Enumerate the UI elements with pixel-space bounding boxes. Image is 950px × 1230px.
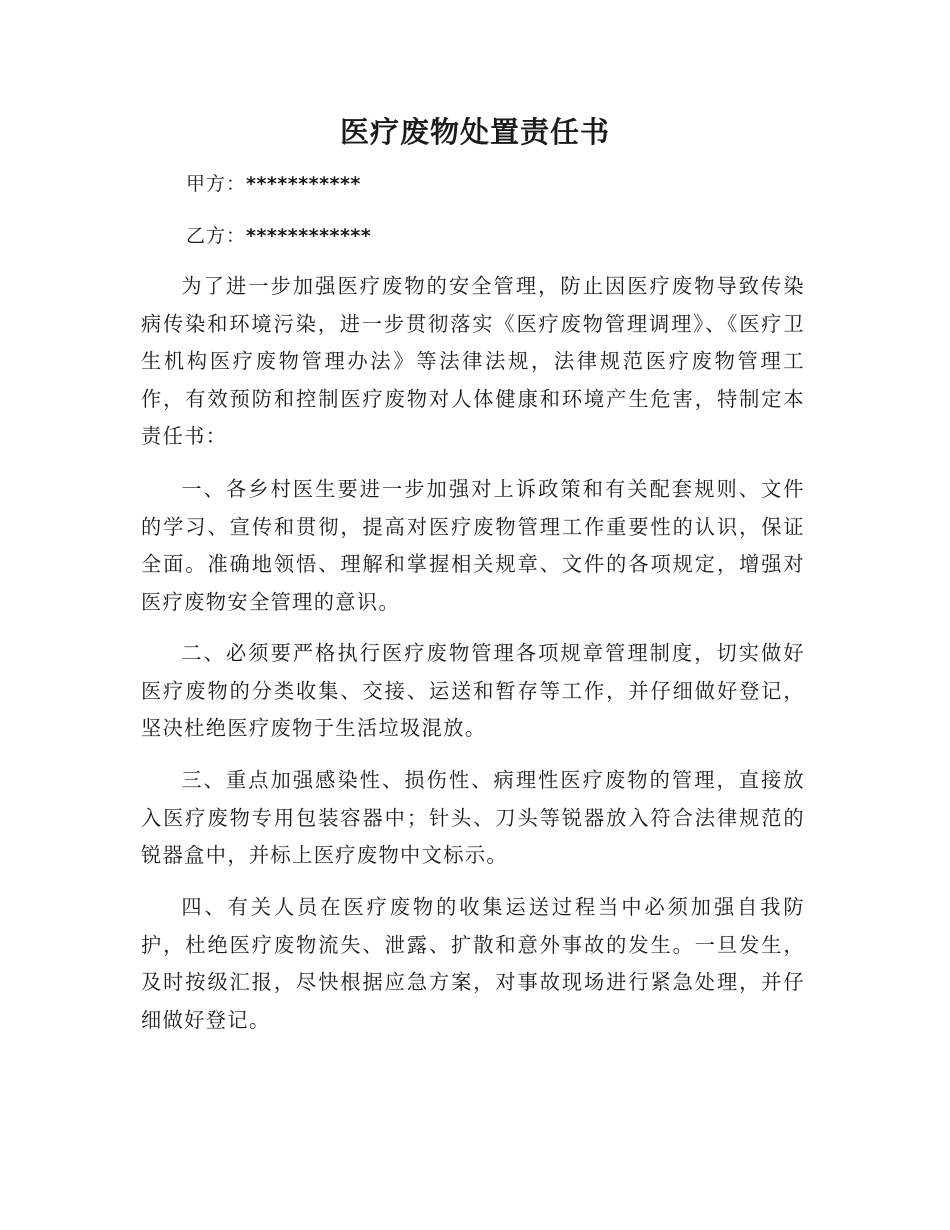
document-title: 医疗废物处置责任书 <box>339 115 610 149</box>
party-a-value: *********** <box>246 173 361 195</box>
party-b-line <box>186 222 371 250</box>
party-a-label: 甲方： <box>186 173 247 195</box>
intro-paragraph: 为了进一步加强医疗废物的安全管理，防止因医疗废物导致传染病传染和环境污染，进一步贯彻落实《医疗废物管理调理》、《医疗卫生机构医疗废物管理办法》等法律法规，法律规范医疗废物管理工作，有效预防和控制医疗废物对人体健康和环境产生危害，特制定本责任书： <box>141 274 805 448</box>
clause-1-paragraph: 一、各乡村医生要进一步加强对上诉政策和有关配套规则、文件的学习、宣传和贯彻，提高对医疗废物管理工作重要性的认识，保证全面。准确地领悟、理解和掌握相关规章、文件的各项规定，增强对医疗废物安全管理的意识。 <box>141 477 805 614</box>
party-a-line <box>186 170 361 198</box>
clause-2-paragraph: 二、必须要严格执行医疗废物管理各项规章管理制度，切实做好医疗废物的分类收集、交接、运送和暂存等工作，并仔细做好登记，坚决杜绝医疗废物于生活垃圾混放。 <box>141 641 805 740</box>
party-b-value: ************ <box>246 225 372 247</box>
clause-4-paragraph: 四、有关人员在医疗废物的收集运送过程当中必须加强自我防护，杜绝医疗废物流失、泄露、扩散和意外事故的发生。一旦发生，及时按级汇报，尽快根据应急方案，对事故现场进行紧急处理，并仔细做好登记。 <box>141 895 805 1032</box>
clause-3-paragraph: 三、重点加强感染性、损伤性、病理性医疗废物的管理，直接放入医疗废物专用包装容器中；针头、刀头等锐器放入符合法律规范的锐器盒中，并标上医疗废物中文标示。 <box>141 768 805 867</box>
party-b-label: 乙方： <box>186 225 247 247</box>
